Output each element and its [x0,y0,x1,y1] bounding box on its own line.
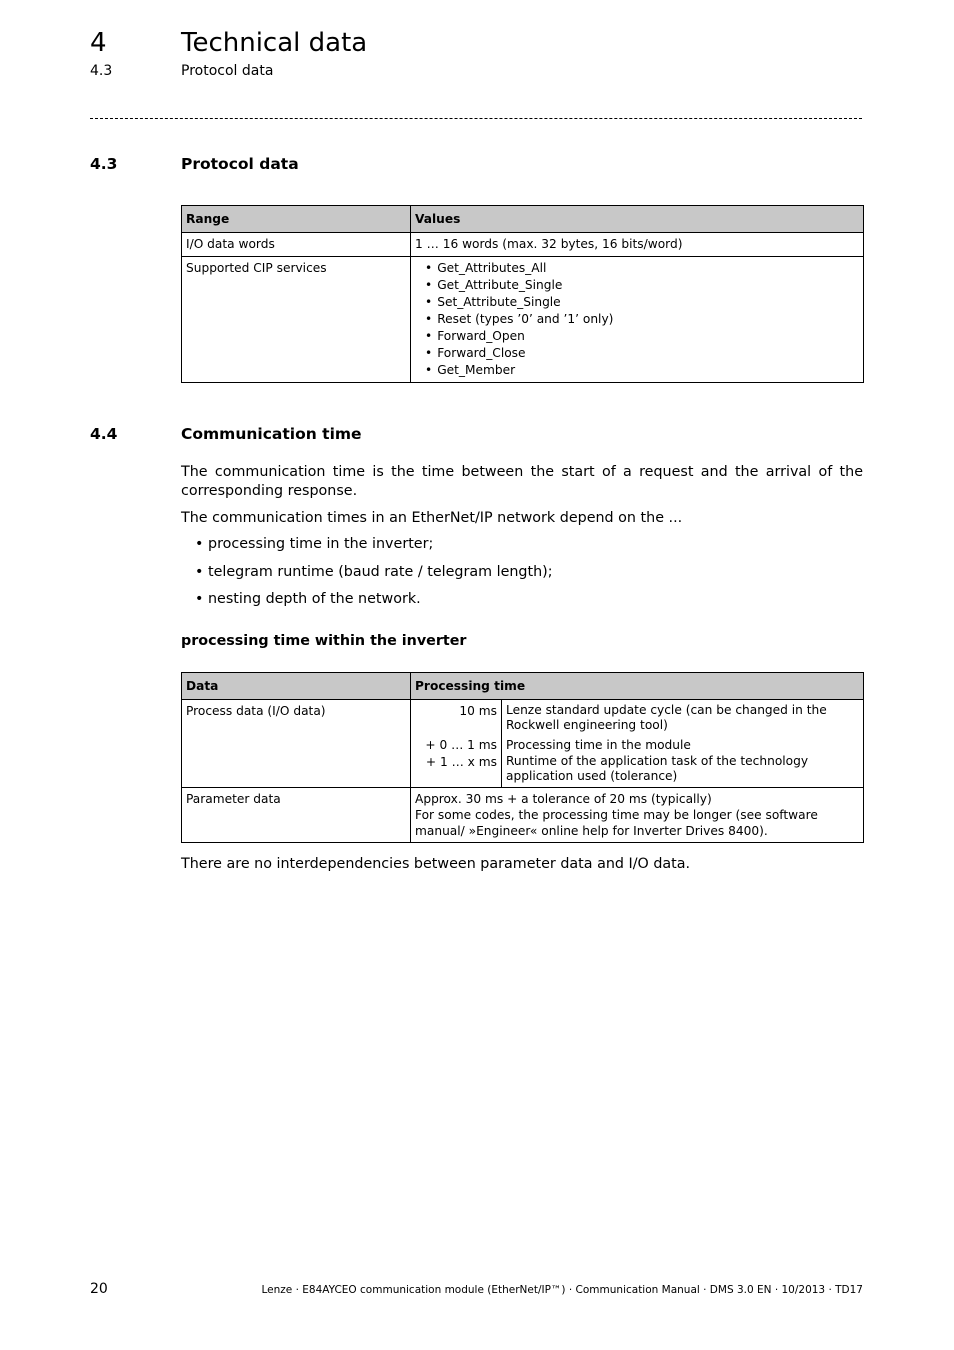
list-item: • Forward_Close [425,345,859,362]
bullet-text: telegram runtime (baud rate / telegram length); [208,564,553,580]
header-section-number: 4.3 [90,63,113,79]
chapter-number: 4 [90,28,107,58]
bullet-dot: • [195,591,204,607]
cell-services [411,257,864,383]
protocol-data-table [181,205,864,383]
list-item: • Reset (types ’0’ and ’1’ only) [425,311,859,328]
section-4-4-number: 4.4 [90,425,118,443]
bullet-item [195,591,421,607]
page-number: 20 [90,1281,108,1297]
cell-time: 10 ms [411,700,502,737]
parameter-data-line: For some codes, the processing time may be longer (see software manual/ »Engineer« online help for Inverter Drives 8400). [415,808,818,838]
cell-parameter-data-label: Parameter data [182,788,411,843]
paragraph-depends: The communication times in an EtherNet/IP network depend on the ... [181,510,683,526]
cell-process-data-label: Process data (I/O data) [182,700,411,788]
list-item: • Forward_Open [425,328,859,345]
cell-time: + 0 … 1 ms [411,736,502,754]
paragraph-definition: The communication time is the time between the start of a request and the arrival of the corresponding response. [181,464,863,499]
list-item: • Get_Attribute_Single [425,277,859,294]
table-header-row [182,673,864,700]
cell-time: + 1 … x ms [411,754,502,788]
paragraph-interdependencies: There are no interdependencies between parameter data and I/O data. [181,856,691,872]
table-row [182,257,864,383]
section-4-3-number: 4.3 [90,155,118,173]
cip-services-list [415,260,859,379]
column-header-data: Data [182,673,411,700]
processing-time-table [181,672,864,843]
list-item: • Get_Attributes_All [425,260,859,277]
table-row [182,700,864,737]
cell-parameter-data-value [411,788,864,843]
section-4-4-title: Communication time [181,425,362,443]
list-item: • Get_Member [425,362,859,379]
table-row [182,233,864,257]
parameter-data-line: Approx. 30 ms + a tolerance of 20 ms (typically) [415,792,712,806]
column-header-range: Range [182,206,411,233]
bullet-text: processing time in the inverter; [208,536,434,552]
chapter-title: Technical data [181,28,368,58]
table-row [182,788,864,843]
header-divider [90,118,862,119]
cell-description: Runtime of the application task of the technology application used (tolerance) [502,754,864,788]
bullet-text: nesting depth of the network. [208,591,421,607]
bullet-item [195,564,553,580]
table-header-row [182,206,864,233]
section-4-3-title: Protocol data [181,155,299,173]
header-section-title: Protocol data [181,63,274,79]
bullet-dot: • [195,536,204,552]
bullet-dot: • [195,564,204,580]
cell-range: Supported CIP services [182,257,411,383]
cell-value: 1 … 16 words (max. 32 bytes, 16 bits/word) [411,233,864,257]
cell-description: Lenze standard update cycle (can be changed in the Rockwell engineering tool) [502,700,864,737]
column-header-values: Values [411,206,864,233]
cell-range: I/O data words [182,233,411,257]
footer-text: Lenze · E84AYCEO communication module (EtherNet/IP™) · Communication Manual · DMS 3.0 EN · 10/2013 · TD17 [261,1284,863,1296]
bullet-item [195,536,433,552]
cell-description: Processing time in the module [502,736,864,754]
list-item: • Set_Attribute_Single [425,294,859,311]
column-header-processing-time: Processing time [411,673,864,700]
subheading-processing-time: processing time within the inverter [181,633,467,649]
